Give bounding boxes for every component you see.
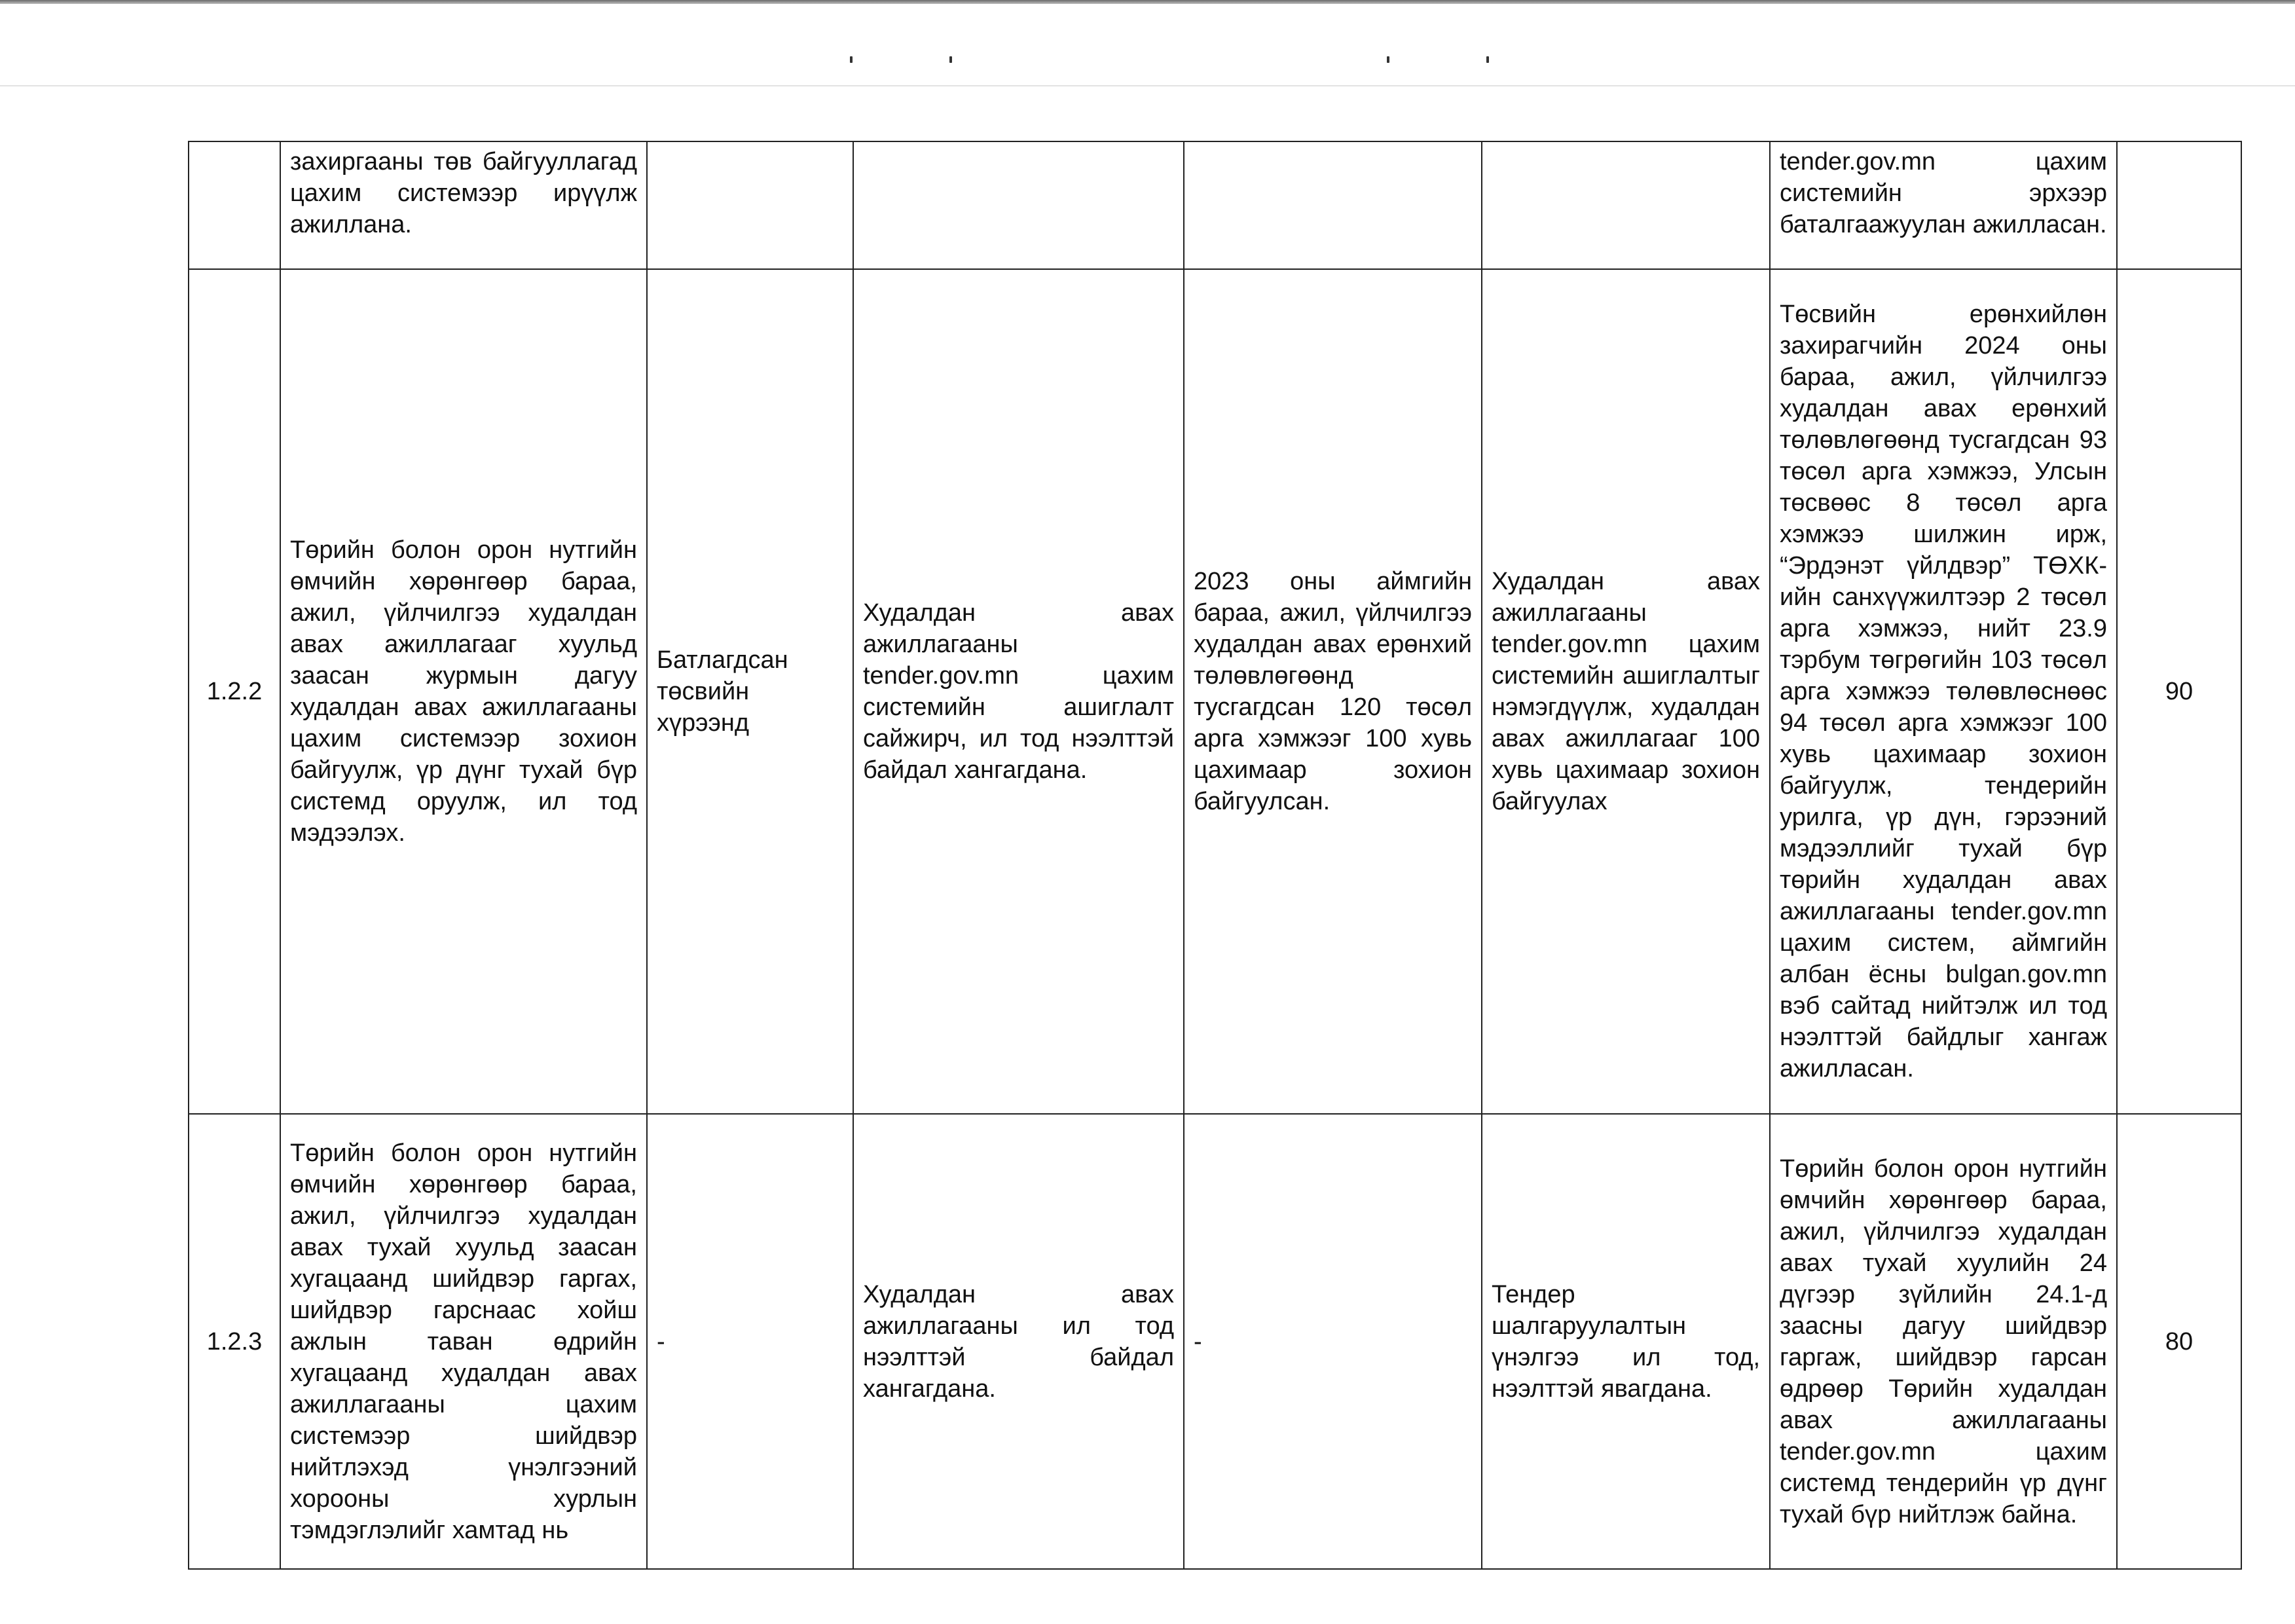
result-cell: tender.gov.mn цахим системийн эрхээр баталгаажуулан ажилласан. — [1770, 141, 2117, 269]
scan-artifact-line — [0, 85, 2295, 86]
funding-cell: Батлагдсан төсвийн хүрээнд — [647, 269, 853, 1114]
baseline-cell: 2023 оны аймгийн бараа, ажил, үйлчилгээ худалдан авах ерөнхий төлөвлөгөөнд тусгагдсан 120 төсөл арга хэмжээг 100 хувь цахимаар зохион байгуулсан. — [1184, 269, 1482, 1114]
target-cell — [1482, 141, 1770, 269]
activity-cell: Төрийн болон орон нутгийн өмчийн хөрөнгөөр бараа, ажил, үйлчилгээ худалдан авах тухай хуульд заасан хугацаанд шийдвэр гаргах, шийдвэр гарснаас хойш ажлын таван өдрийн хугацаанд худалдан авах ажиллагааны цахим системээр шийдвэр нийтлэхэд үнэлгээний хорооны хурлын тэмдэглэлийг хамтад нь — [280, 1114, 647, 1569]
scan-edge — [0, 0, 2295, 4]
scan-mark — [949, 56, 952, 63]
funding-cell — [647, 141, 853, 269]
row-number: 1.2.2 — [189, 269, 280, 1114]
baseline-cell: - — [1184, 1114, 1482, 1569]
row-number — [189, 141, 280, 269]
funding-cell: - — [647, 1114, 853, 1569]
score-cell — [2117, 141, 2241, 269]
scan-mark — [1486, 56, 1489, 63]
activity-cell: Төрийн болон орон нутгийн өмчийн хөрөнгөөр бараа, ажил, үйлчилгээ худалдан авах ажиллагааг хуульд заасан журмын дагуу худалдан авах ажиллагааны цахим системээр зохион байгуулж, үр дүнг тухай бүр системд оруулж, ил тод мэдээлэх. — [280, 269, 647, 1114]
target-cell: Худалдан авах ажиллагааны tender.gov.mn цахим системийн ашиглалтыг нэмэгдүүлж, худалдан авах ажиллагааг 100 хувь цахимаар зохион байгуулах — [1482, 269, 1770, 1114]
scan-mark — [1387, 56, 1389, 63]
target-cell: Тендер шалгаруулалтын үнэлгээ ил тод, нээлттэй явагдана. — [1482, 1114, 1770, 1569]
result-cell: Төсвийн ерөнхийлөн захирагчийн 2024 оны бараа, ажил, үйлчилгээ худалдан авах ерөнхий төлөвлөгөөнд тусгагдсан 93 төсөл арга хэмжээ, Улсын төсвөөс 8 төсөл арга хэмжээ шилжин ирж, “Эрдэнэт үйлдвэр” ТӨХК-ийн санхүүжилтээр 2 төсөл арга хэмжээ, нийт 23.9 тэрбум төгрөгийн 103 төсөл арга хэмжээ төлөвлөснөөс 94 төсөл арга хэмжээг 100 хувь цахимаар зохион байгуулж, тендерийн урилга, үр дүн, гэрээний мэдээллийг тухай бүр төрийн худалдан авах ажиллагааны tender.gov.mn цахим систем, аймгийн албан ёсны bulgan.gov.mn вэб сайтад нийтэлж ил тод нээлттэй байдлыг хангаж ажилласан. — [1770, 269, 2117, 1114]
activity-cell: захиргааны төв байгууллагад цахим системээр ирүүлж ажиллана. — [280, 141, 647, 269]
table-row — [189, 1114, 2241, 1569]
row-number: 1.2.3 — [189, 1114, 280, 1569]
criteria-cell: Худалдан авах ажиллагааны tender.gov.mn цахим системийн ашиглалт сайжирч, ил тод нээлттэй байдал хангагдана. — [853, 269, 1184, 1114]
table-row — [189, 269, 2241, 1114]
scan-mark — [850, 56, 853, 63]
criteria-cell — [853, 141, 1184, 269]
score-cell: 80 — [2117, 1114, 2241, 1569]
result-cell: Төрийн болон орон нутгийн өмчийн хөрөнгөөр бараа, ажил, үйлчилгээ худалдан авах тухай хуулийн 24 дүгээр зүйлийн 24.1-д заасны дагуу шийдвэр гаргаж, шийдвэр гарсан өдрөөр Төрийн худалдан авах ажиллагааны tender.gov.mn цахим системд тендерийн үр дүнг тухай бүр нийтлэж байна. — [1770, 1114, 2117, 1569]
criteria-cell: Худалдан авах ажиллагааны ил тод нээлттэй байдал хангагдана. — [853, 1114, 1184, 1569]
baseline-cell — [1184, 141, 1482, 269]
table-row — [189, 141, 2241, 269]
score-cell: 90 — [2117, 269, 2241, 1114]
plan-report-table — [188, 141, 2242, 1570]
